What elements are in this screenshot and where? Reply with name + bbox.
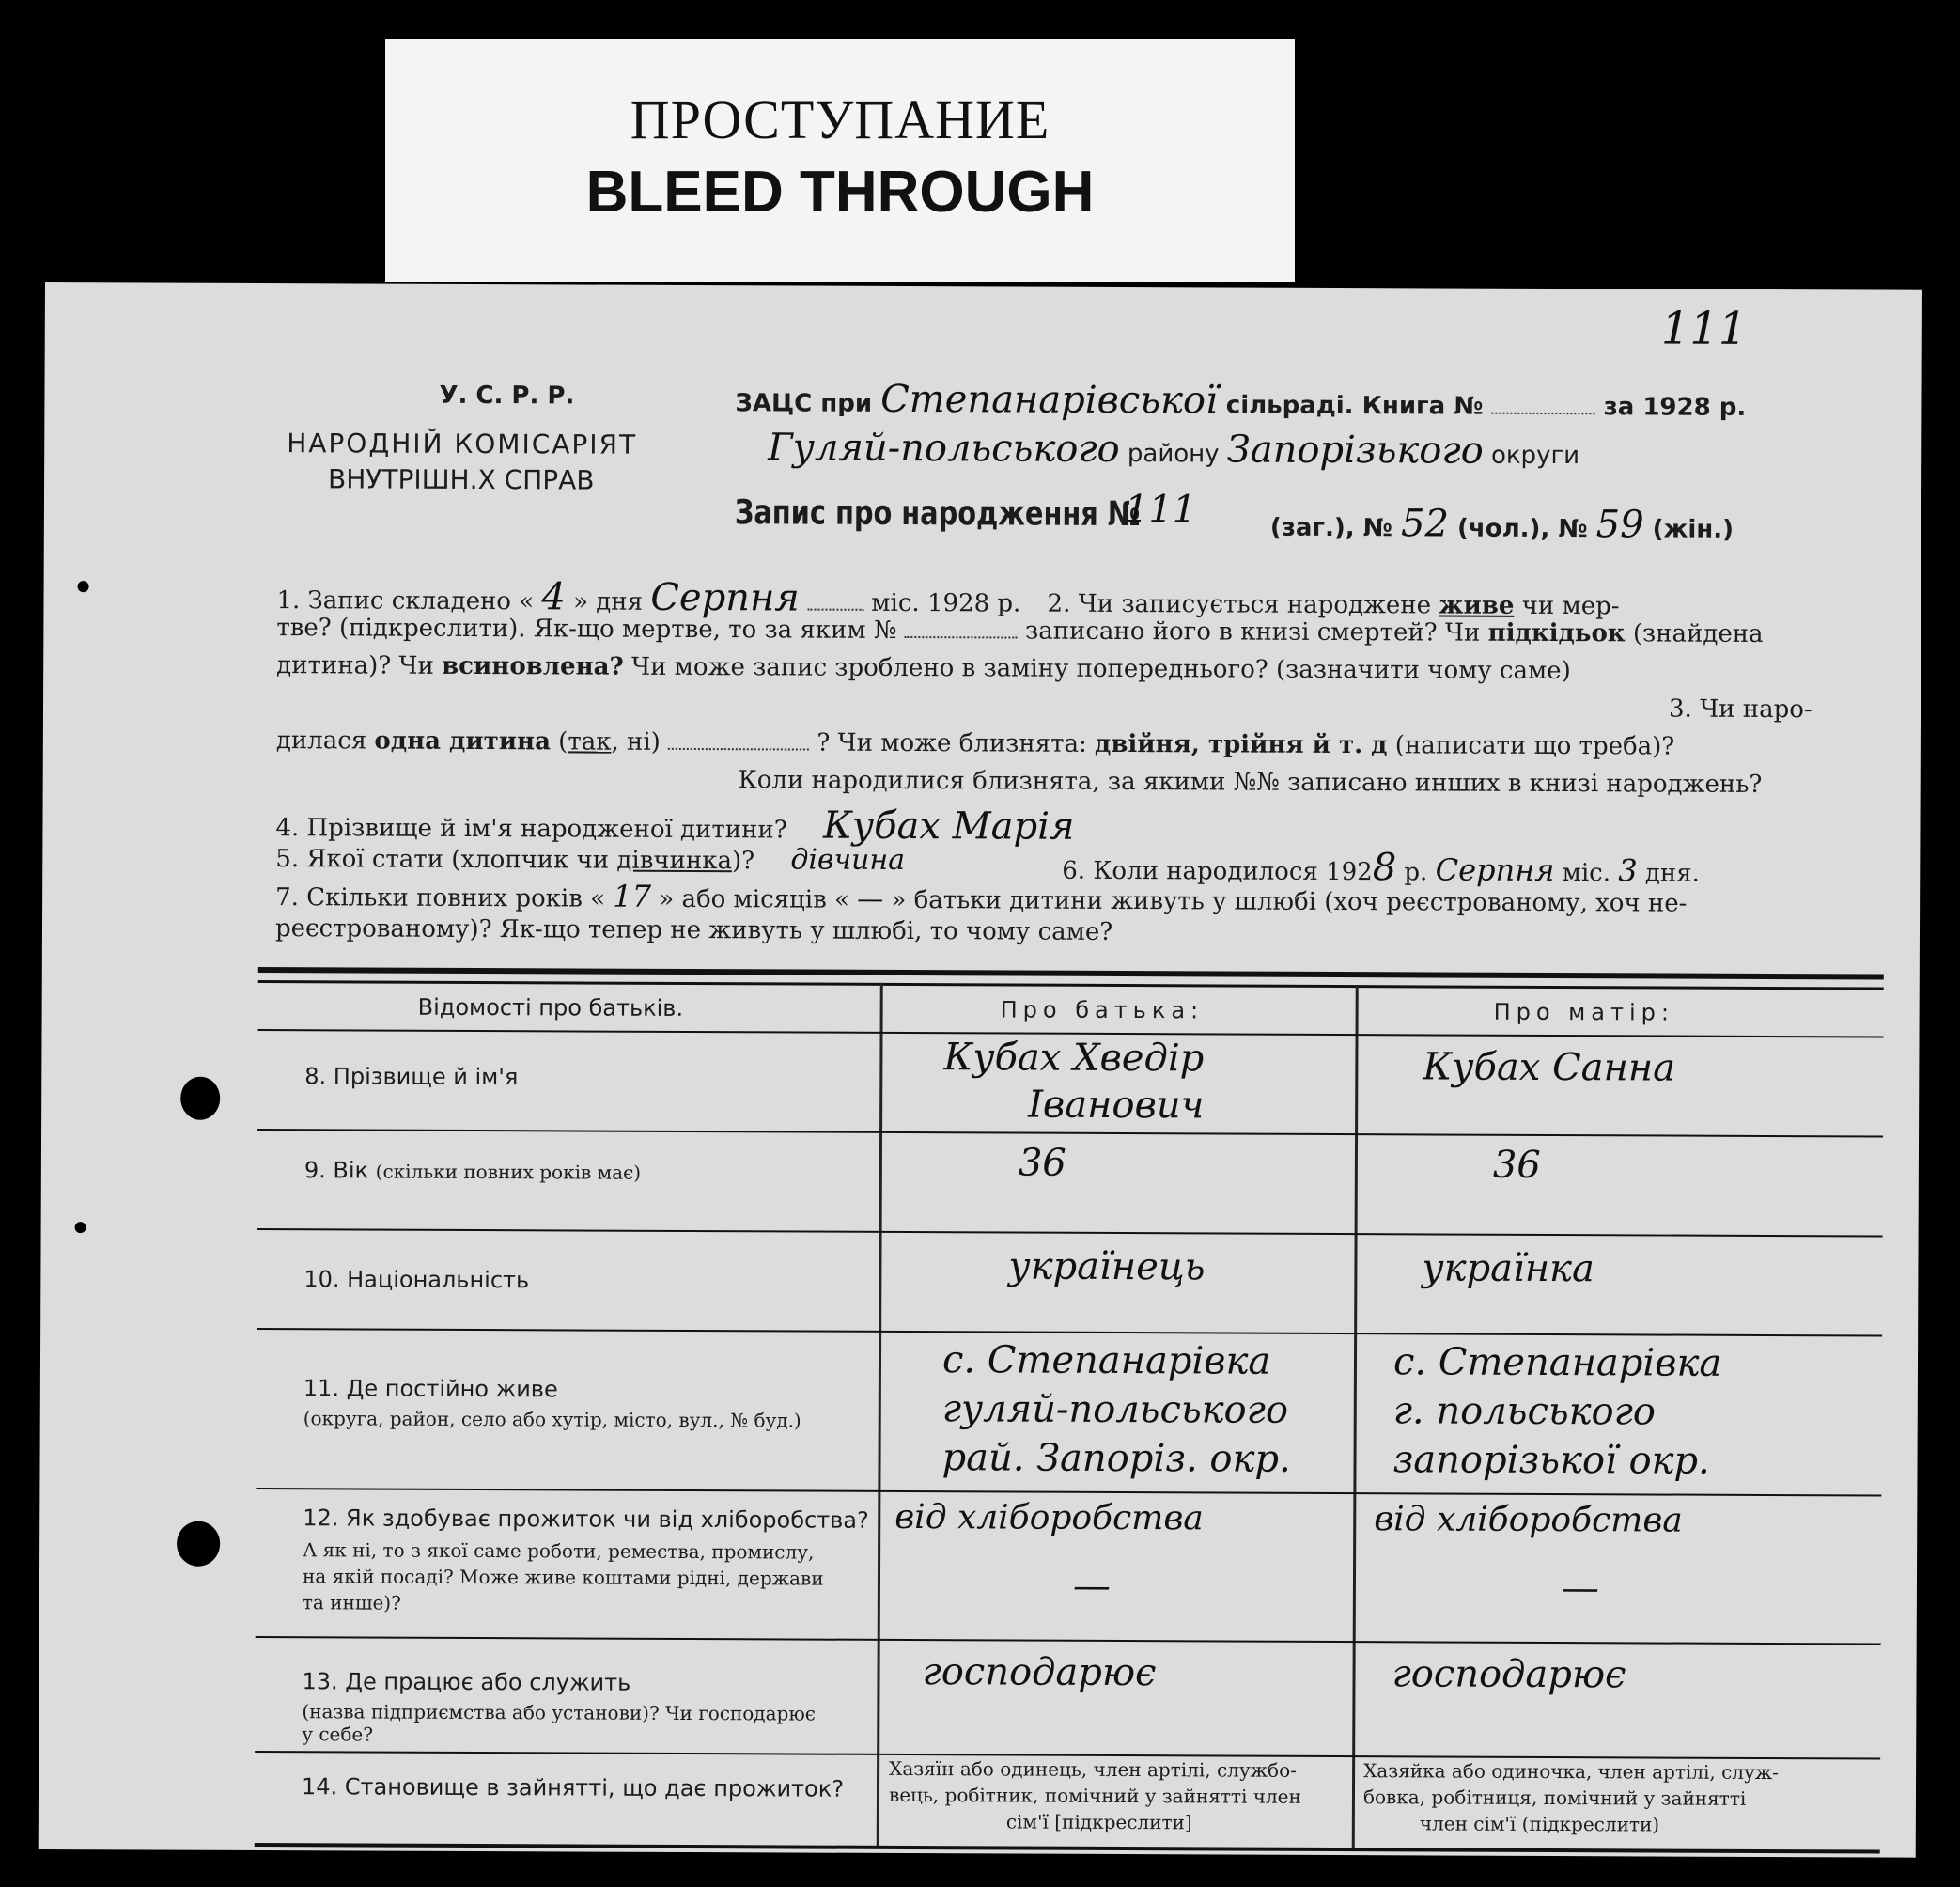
row13-label: 13. Де працює або служить bbox=[302, 1668, 631, 1696]
zag-label: (заг.), bbox=[1269, 513, 1355, 543]
row10-label: 10. Національність bbox=[303, 1266, 530, 1294]
q2-line3-c: (зазначити чому саме) bbox=[1275, 655, 1571, 686]
row12-mother-line1: від хліборобства bbox=[1374, 1500, 1683, 1540]
q2-line3-a: дитина)? Чи bbox=[276, 651, 434, 680]
okrug-word: округи bbox=[1490, 441, 1580, 471]
commissariat-line2: ВНУТРІШН.Х СПРАВ bbox=[328, 463, 595, 496]
fill-line bbox=[668, 748, 809, 751]
row8-mother-line1: Кубах Санна bbox=[1423, 1045, 1676, 1090]
col-divider-2 bbox=[1352, 985, 1359, 1849]
q3-line1 bbox=[276, 726, 1675, 760]
q2-foundling-q: Чи bbox=[1444, 618, 1481, 647]
row10-father: українець bbox=[1008, 1244, 1206, 1289]
page-number: 111 bbox=[1660, 302, 1748, 355]
district-hw: Гуляй-польського bbox=[768, 426, 1120, 471]
no-f: № bbox=[1558, 515, 1588, 544]
row10-mother: українка bbox=[1422, 1246, 1594, 1291]
row13-mother: господарює bbox=[1392, 1652, 1626, 1697]
row8-father-line1: Кубах Хведір bbox=[943, 1036, 1205, 1081]
row12-label-small: А як ні, то з якої саме роботи, ремества, промислу, на якій посаді? Може живе коштами рідні, держави та инше)? bbox=[302, 1538, 824, 1614]
row11-father-line3: рай. Запоріз. окр. bbox=[941, 1436, 1291, 1481]
punch-hole-1 bbox=[180, 1077, 220, 1120]
row11-mother-line2: г. польського bbox=[1392, 1389, 1657, 1434]
zhin-label: (жін.) bbox=[1652, 515, 1734, 544]
q5-girl: дівчинка bbox=[616, 846, 733, 876]
row9-label-small: (скільки повних років має) bbox=[375, 1160, 642, 1184]
header-parents: Відомості про батьків. bbox=[417, 993, 684, 1021]
q3-line2: Коли народилися близнята, за якими №№ записано инших в книзі народжень? bbox=[738, 766, 1763, 799]
q1-mid: » дня bbox=[573, 587, 644, 616]
q6-dnya: дня. bbox=[1644, 859, 1701, 888]
row11-mother-line3: запорізької окр. bbox=[1392, 1438, 1710, 1483]
q1-prefix: 1. Запис складено « bbox=[276, 586, 535, 616]
q5-text: 5. Якої стати (хлопчик чи bbox=[275, 845, 610, 875]
row13-label-small: (назва підприємства або установи)? Чи господарює у себе? bbox=[302, 1700, 817, 1746]
row9-label bbox=[304, 1157, 641, 1185]
zags-suffix: сільраді. Книга № bbox=[1225, 391, 1484, 421]
label-russian: ПРОСТУПАНИЕ bbox=[630, 89, 1050, 150]
q3-number: 3. Чи наро- bbox=[1668, 694, 1812, 725]
q7-months-hw: — bbox=[857, 882, 884, 914]
q2-text: 2. Чи записується народжене bbox=[1047, 589, 1432, 620]
row9-father-age: 36 bbox=[1018, 1141, 1066, 1185]
row-rule bbox=[257, 1129, 1883, 1138]
bleed-through-label bbox=[385, 39, 1295, 282]
q7-line2: реєстрованому)? Як-що тепер не живуть у шлюбі, то чому саме? bbox=[274, 914, 1113, 946]
year-text: за 1928 р. bbox=[1603, 393, 1747, 422]
q7-line1 bbox=[275, 877, 1687, 919]
row12-father-line2: — bbox=[1072, 1564, 1112, 1608]
row9-label-text: 9. Вік bbox=[303, 1157, 369, 1184]
row14-mother-print1: Хазяйка або одиночка, член артілі, служ- bbox=[1363, 1759, 1780, 1785]
zags-hw: Степанарівської bbox=[880, 377, 1218, 423]
row11-mother-line1: с. Степанарівка bbox=[1392, 1340, 1722, 1385]
q3-one-child: одна дитина bbox=[374, 726, 552, 756]
record-counts bbox=[1270, 502, 1734, 547]
dot-mark bbox=[78, 581, 89, 592]
district-word: району bbox=[1127, 440, 1220, 469]
q2-adopted: всиновлена? bbox=[442, 651, 624, 681]
q5-line bbox=[275, 841, 905, 877]
zags-line bbox=[735, 377, 1746, 425]
q3-twins-kinds: двійня, трійня й т. д bbox=[1094, 729, 1388, 760]
header-father: Про батька: bbox=[1000, 996, 1205, 1024]
row14-mother-print2: бовка, робітниця, помічний у зайнятті bbox=[1362, 1786, 1747, 1810]
q3-no: , ні) bbox=[611, 727, 661, 756]
row-rule bbox=[256, 1488, 1881, 1497]
q3-paren: ( bbox=[558, 727, 568, 756]
q2-or-dead: чи мер- bbox=[1521, 591, 1620, 621]
q7-b: » або місяців « bbox=[659, 884, 849, 914]
q2-foundling: підкідьок bbox=[1487, 618, 1626, 648]
q7-c: » батьки дитини живуть у шлюбі (хоч реєстрованому, хоч не- bbox=[891, 885, 1688, 918]
row9-mother-age: 36 bbox=[1492, 1143, 1541, 1187]
row11-label-small: (округа, район, село або хутір, місто, вул., № буд.) bbox=[303, 1407, 801, 1432]
table-header-rule bbox=[258, 980, 1884, 990]
q2-alive: живе bbox=[1439, 591, 1515, 620]
row-rule bbox=[257, 1228, 1883, 1238]
female-count-hw: 59 bbox=[1595, 503, 1644, 547]
q4-text: 4. Прізвище й ім'я народженої дитини? bbox=[275, 814, 787, 845]
q6-year-hw: 8 bbox=[1372, 846, 1397, 890]
row11-father-line1: с. Степанарівка bbox=[941, 1338, 1271, 1383]
row12-label: 12. Як здобуває прожиток чи від хліборобства? bbox=[303, 1505, 869, 1534]
q3-twins-note: (написати що треба)? bbox=[1394, 731, 1675, 761]
district-line bbox=[768, 426, 1579, 473]
row14-mother-print3: член сім'ї (підкреслити) bbox=[1419, 1812, 1660, 1836]
row14-label: 14. Становище в зайнятті, що дає прожиток? bbox=[301, 1773, 845, 1802]
q5-sex-hw: дівчина bbox=[790, 843, 906, 877]
table-bottom-rule bbox=[255, 1843, 1880, 1854]
q4-child-name-hw: Кубах Марія bbox=[822, 803, 1075, 849]
fill-line bbox=[807, 609, 863, 611]
q2-mid: записано його в книзі смертей? bbox=[1024, 616, 1438, 647]
q2-line3-b: Чи може запис зроблено в заміну попереднього? bbox=[630, 652, 1268, 684]
q7-a: 7. Скільки повних років « bbox=[275, 883, 606, 913]
q7-years-hw: 17 bbox=[613, 878, 652, 914]
q6-text: 6. Коли народилося 192 bbox=[1062, 856, 1373, 887]
q1-day-hw: 4 bbox=[541, 575, 567, 619]
fill-line bbox=[905, 636, 1018, 639]
col-divider-1 bbox=[877, 983, 883, 1848]
zags-prefix: ЗАЦС при bbox=[735, 389, 873, 418]
row8-father-line2: Іванович bbox=[1028, 1083, 1205, 1128]
header-mother: Про матір: bbox=[1493, 998, 1675, 1026]
row14-father-print3: сім'ї [підкреслити] bbox=[1005, 1810, 1192, 1834]
q6-mis: міс. bbox=[1562, 859, 1611, 888]
punch-hole-2 bbox=[177, 1521, 220, 1567]
book-number-field bbox=[1492, 413, 1595, 414]
label-english: BLEED THROUGH bbox=[585, 160, 1095, 225]
commissariat-line1: НАРОДНІЙ КОМІСАРІЯТ bbox=[287, 428, 638, 460]
q2-line2 bbox=[276, 614, 1763, 648]
q5-end: )? bbox=[731, 847, 755, 876]
row-rule bbox=[257, 1328, 1882, 1337]
q2-line3 bbox=[276, 651, 1571, 685]
q6-day-hw: 3 bbox=[1618, 852, 1638, 889]
row14-father-print2: вець, робітник, помічний у зайнятті член bbox=[888, 1783, 1301, 1808]
row13-father: господарює bbox=[922, 1650, 1157, 1695]
republic: У. С. Р. Р. bbox=[439, 381, 575, 411]
chol-label: (чол.), bbox=[1456, 514, 1550, 543]
q6-r: р. bbox=[1404, 858, 1428, 887]
birth-record-form bbox=[39, 282, 1922, 1858]
male-count-hw: 52 bbox=[1400, 502, 1450, 546]
q6-month-hw: Серпня bbox=[1435, 851, 1555, 889]
row11-father-line2: гуляй-польського bbox=[941, 1387, 1289, 1432]
q1-month-hw: Серпня bbox=[650, 575, 800, 620]
dot-mark bbox=[75, 1222, 86, 1233]
row8-label: 8. Прізвище й ім'я bbox=[304, 1063, 519, 1091]
okrug-hw: Запорізького bbox=[1226, 428, 1484, 473]
row-rule bbox=[256, 1636, 1881, 1645]
q2-text2: тве? (підкреслити). Як-що мертве, то за яким № bbox=[276, 614, 897, 645]
row12-mother-line2: — bbox=[1561, 1567, 1600, 1611]
no-m: № bbox=[1362, 514, 1393, 543]
q2-found: (знайдена bbox=[1632, 619, 1764, 648]
record-number-hw: 111 bbox=[1124, 488, 1197, 532]
q1-after: міс. 1928 р. bbox=[871, 588, 1021, 618]
record-title: Запис про народження № bbox=[734, 493, 1141, 535]
q3-a: дилася bbox=[275, 726, 367, 756]
q3-twins: ? Чи може близнята: bbox=[817, 728, 1087, 758]
table-top-rule bbox=[258, 967, 1884, 980]
q3-yes: так bbox=[568, 727, 612, 756]
row11-label: 11. Де постійно живе bbox=[303, 1375, 558, 1403]
row12-father-line1: від хліборобства bbox=[894, 1497, 1204, 1538]
row14-father-print1: Хазяїн або одинець, член артілі, службо- bbox=[889, 1756, 1297, 1782]
